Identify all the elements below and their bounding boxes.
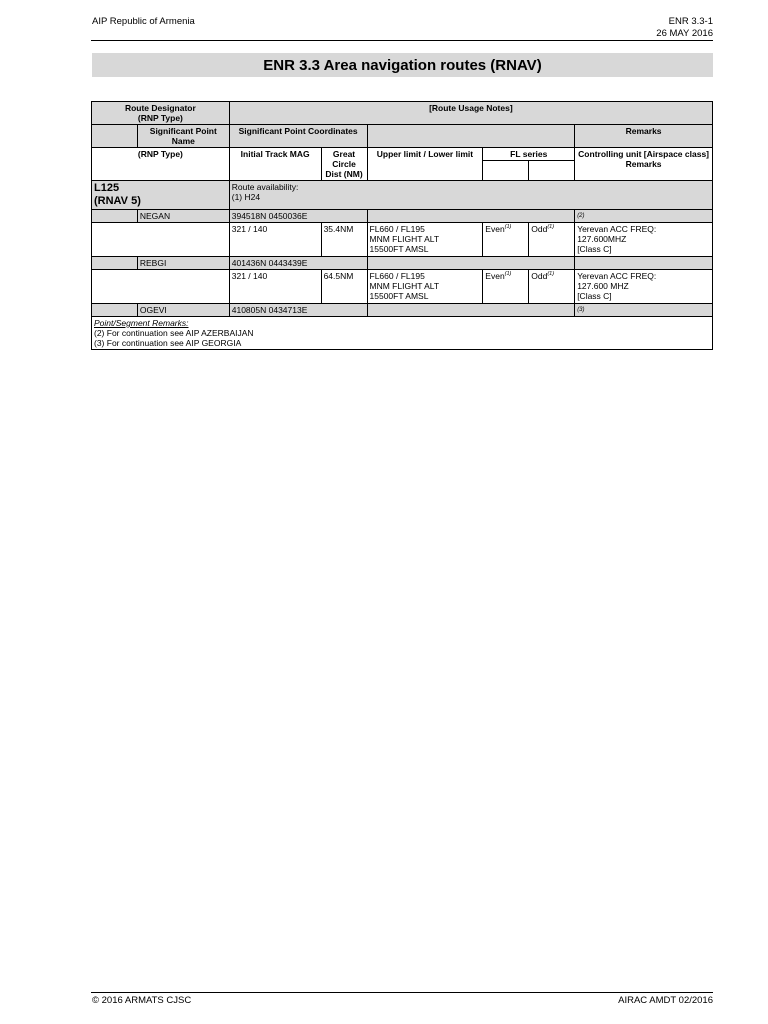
segment-fl-odd (529, 223, 575, 257)
segment-class: [Class C] (577, 291, 612, 301)
th-controlling-unit (575, 148, 713, 181)
segment-distance: 35.4NM (321, 223, 367, 257)
header-date: 26 MAY 2016 (656, 28, 713, 39)
segment-fl-odd (529, 270, 575, 304)
segment-class: [Class C] (577, 244, 612, 254)
remarks-title: Point/Segment Remarks: (94, 318, 189, 328)
point-coords: 401436N 0443439E (229, 257, 367, 270)
point-remark: (3) (575, 304, 713, 317)
th-empty (92, 125, 138, 148)
footer-copyright: © 2016 ARMATS CJSC (92, 995, 192, 1006)
segment-fl-even (483, 223, 529, 257)
fl-even-note: (1) (504, 224, 512, 231)
remark-item: (3) For continuation see AIP GEORGIA (94, 338, 242, 348)
segment-controlling-unit (575, 223, 713, 257)
th-route-usage-notes: [Route Usage Notes] (229, 102, 712, 125)
point-row (92, 257, 713, 270)
header-page-info (656, 16, 713, 40)
point-coords: 410805N 0434713E (229, 304, 367, 317)
remarks-cell (92, 317, 713, 350)
th-rnp-type: (RNP Type) (92, 148, 230, 181)
point-empty (92, 210, 138, 223)
point-row (92, 210, 713, 223)
segment-mnm-alt: MNM FLIGHT ALT (369, 281, 440, 291)
route-rnp: (RNAV 5) (94, 195, 141, 207)
th-fl-even (483, 161, 529, 181)
th-controlling-unit-label: Controlling unit [Airspace class] (578, 149, 709, 159)
point-coords: 394518N 0450036E (229, 210, 367, 223)
fl-odd-label: Odd (531, 224, 548, 234)
fl-odd-note: (1) (547, 271, 555, 278)
route-designator-cell (92, 181, 230, 210)
th-remarks-2: Remarks (625, 159, 662, 169)
header-row-1 (92, 102, 713, 125)
fl-even-label: Even (485, 224, 505, 234)
point-name: NEGAN (137, 210, 229, 223)
point-remark (575, 257, 713, 270)
header-row-3 (92, 148, 713, 161)
th-sig-point-coords: Significant Point Coordinates (229, 125, 367, 148)
footer-rule (91, 992, 713, 993)
point-empty (92, 257, 138, 270)
fl-even-note: (1) (504, 271, 512, 278)
segment-limits (367, 223, 483, 257)
footer-amendment: AIRAC AMDT 02/2016 (618, 995, 713, 1006)
point-empty-2 (367, 257, 575, 270)
th-great-circle: Great Circle Dist (NM) (321, 148, 367, 181)
segment-limits (367, 270, 483, 304)
th-sig-point-name: Significant Point Name (137, 125, 229, 148)
segment-unit: Yerevan ACC FREQ: (577, 271, 657, 281)
segment-amsl: 15500FT AMSL (369, 244, 429, 254)
fl-even-label: Even (485, 271, 505, 281)
fl-odd-label: Odd (531, 271, 548, 281)
header-page-number: ENR 3.3-1 (668, 16, 713, 27)
segment-track: 321 / 140 (229, 223, 321, 257)
header-row-2 (92, 125, 713, 148)
th-fl-odd (529, 161, 575, 181)
segment-empty (92, 223, 230, 257)
segment-upper-lower: FL660 / FL195 (369, 271, 425, 281)
segment-upper-lower: FL660 / FL195 (369, 224, 425, 234)
point-row (92, 304, 713, 317)
th-route-designator (92, 102, 230, 125)
segment-fl-even (483, 270, 529, 304)
route-availability-value: (1) H24 (231, 192, 261, 202)
header-rule (91, 40, 713, 41)
segment-freq: 127.600 MHZ (577, 281, 629, 291)
point-name: OGEVI (137, 304, 229, 317)
th-fl-series: FL series (483, 148, 575, 161)
point-remark: (2) (575, 210, 713, 223)
segment-freq: 127.600MHZ (577, 234, 627, 244)
segment-empty (92, 270, 230, 304)
page-title: ENR 3.3 Area navigation routes (RNAV) (92, 53, 713, 77)
remark-item: (2) For continuation see AIP AZERBAIJAN (94, 328, 254, 338)
segment-row (92, 270, 713, 304)
th-upper-lower: Upper limit / Lower limit (367, 148, 483, 181)
point-empty-2 (367, 304, 575, 317)
route-availability-label: Route availability: (231, 182, 299, 192)
th-initial-track: Initial Track MAG (229, 148, 321, 181)
th-remarks: Remarks (575, 125, 713, 148)
point-name: REBGI (137, 257, 229, 270)
th-empty-2 (367, 125, 575, 148)
segment-distance: 64.5NM (321, 270, 367, 304)
routes-table (91, 101, 713, 350)
fl-odd-note: (1) (547, 224, 555, 231)
segment-track: 321 / 140 (229, 270, 321, 304)
segment-amsl: 15500FT AMSL (369, 291, 429, 301)
segment-unit: Yerevan ACC FREQ: (577, 224, 657, 234)
header-publication: AIP Republic of Armenia (92, 16, 195, 27)
th-rnp-type-paren: (RNP Type) (137, 113, 183, 123)
route-availability-cell (229, 181, 712, 210)
route-row (92, 181, 713, 210)
remarks-row (92, 317, 713, 350)
th-route-designator-label: Route Designator (124, 103, 196, 113)
route-id: L125 (94, 182, 120, 194)
segment-mnm-alt: MNM FLIGHT ALT (369, 234, 440, 244)
segment-row (92, 223, 713, 257)
segment-controlling-unit (575, 270, 713, 304)
point-empty (92, 304, 138, 317)
point-empty-2 (367, 210, 575, 223)
